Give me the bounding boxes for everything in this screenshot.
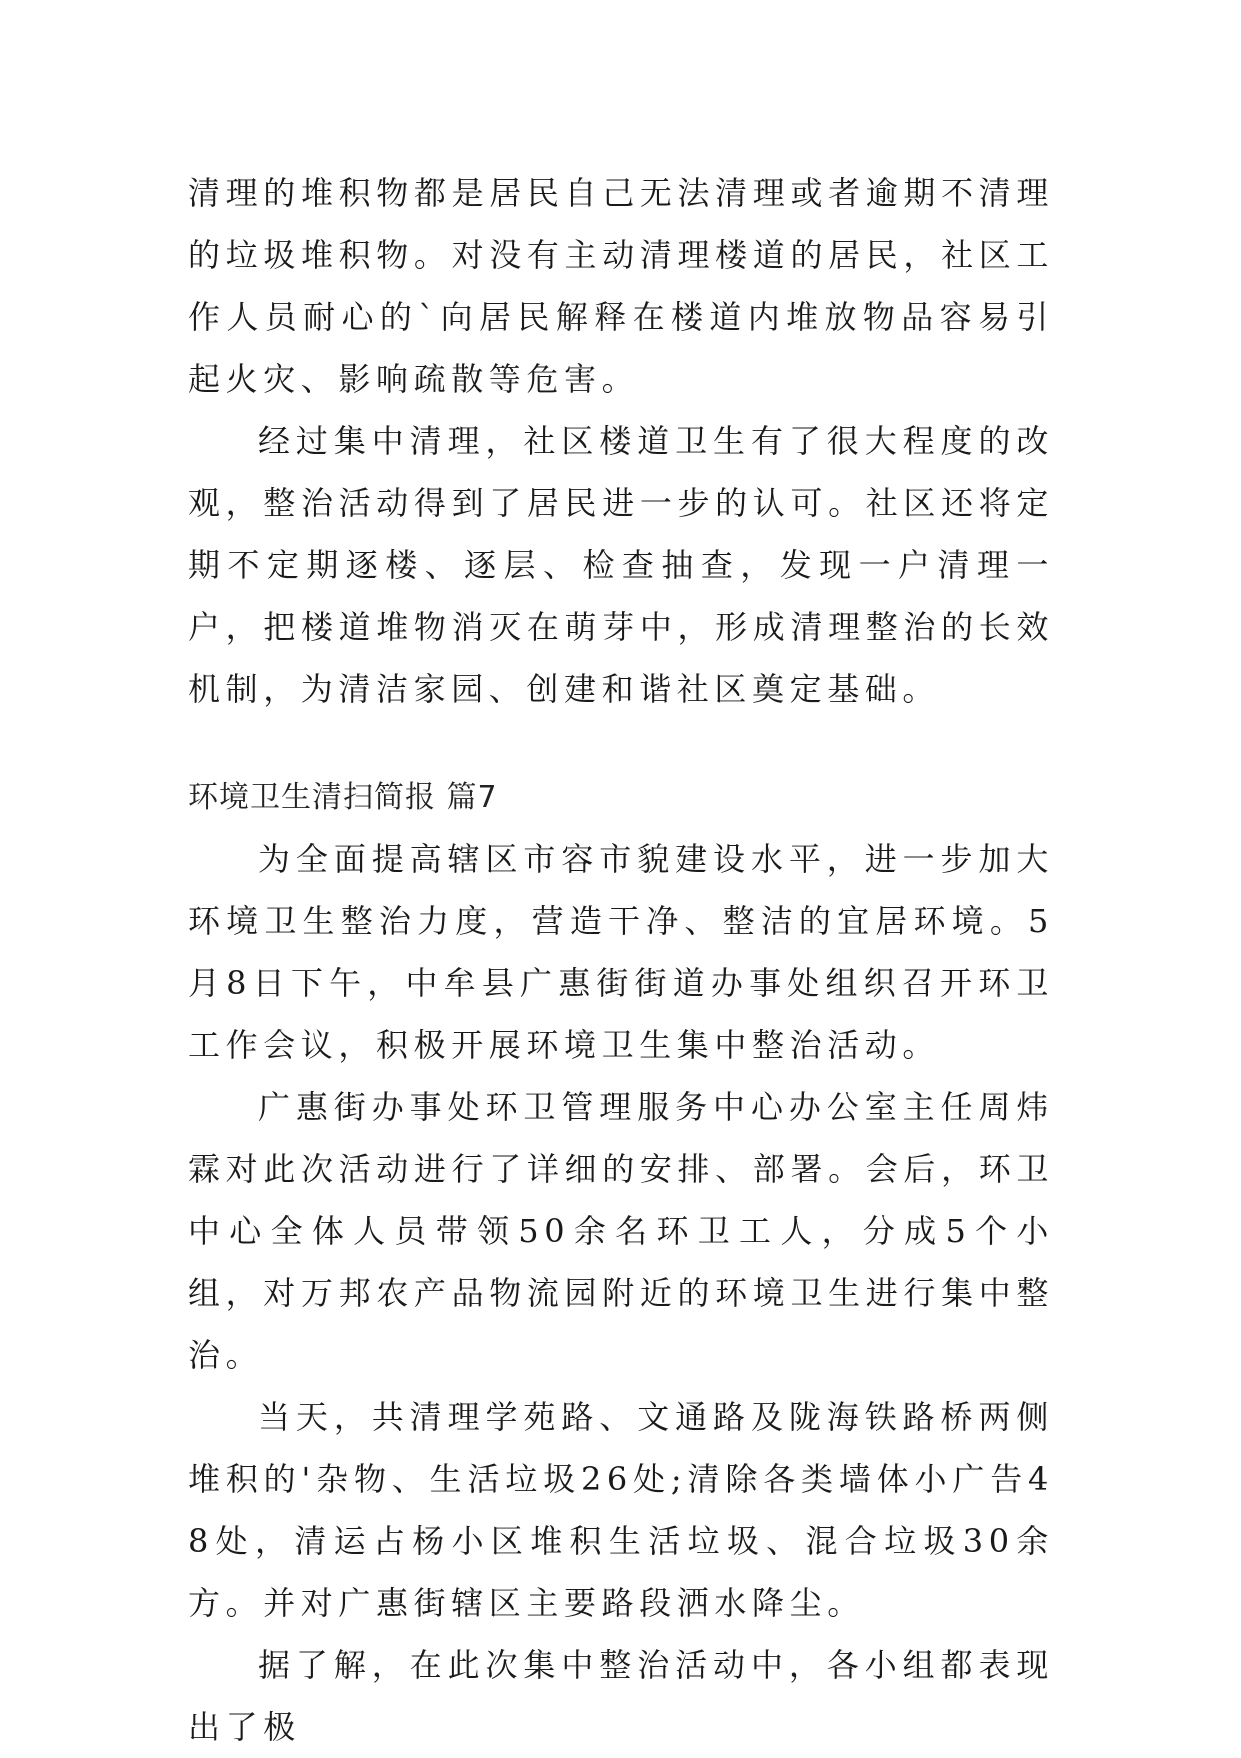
- paragraph-results: 当天，共清理学苑路、文通路及陇海铁路桥两侧堆积的'杂物、生活垃圾26处;清除各类墙体小广告48处，清运占杨小区堆积生活垃圾、混合垃圾30余方。并对广惠街辖区主要路段洒水降尘。: [188, 1398, 1054, 1622]
- section-heading: 环境卫生清扫简报 篇7: [188, 780, 498, 815]
- document-body: [188, 162, 1054, 1758]
- paragraph-arrangement: 广惠街办事处环卫管理服务中心办公室主任周炜霖对此次活动进行了详细的安排、部署。会后，环卫中心全体人员带领50余名环卫工人，分成5个小组，对万邦农产品物流园附近的环境卫生进行集中整治。: [188, 1088, 1054, 1374]
- paragraph-intro: 为全面提高辖区市容市貌建设水平，进一步加大环境卫生整治力度，营造干净、整洁的宜居环境。5月8日下午，中牟县广惠街街道办事处组织召开环卫工作会议，积极开展环境卫生集中整治活动。: [188, 840, 1054, 1064]
- paragraph-continued: 清理的堆积物都是居民自己无法清理或者逾期不清理的垃圾堆积物。对没有主动清理楼道的居民，社区工作人员耐心的`向居民解释在楼道内堆放物品容易引起火灾、影响疏散等危害。: [188, 174, 1054, 398]
- paragraph-closing: 据了解，在此次集中整治活动中，各小组都表现出了极: [188, 1646, 1054, 1746]
- paragraph-cleanup-result: 经过集中清理，社区楼道卫生有了很大程度的改观，整治活动得到了居民进一步的认可。社区还将定期不定期逐楼、逐层、检查抽查，发现一户清理一户，把楼道堆物消灭在萌芽中，形成清理整治的长效机制，为清洁家园、创建和谐社区奠定基础。: [188, 422, 1054, 708]
